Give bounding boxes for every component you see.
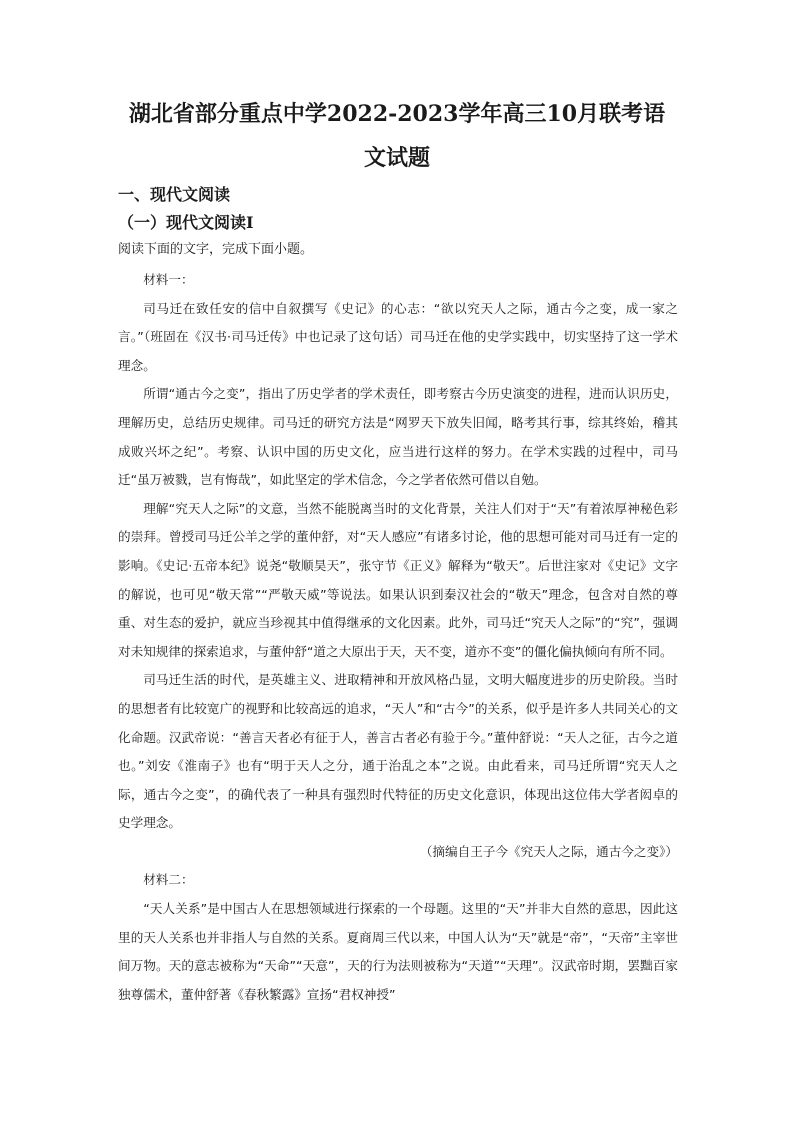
subsection-heading: （一）现代文阅读Ⅰ	[118, 213, 254, 232]
material-one-paragraph: 理解“究天人之际”的文意，当然不能脱离当时的文化背景，关注人们对于“天”有着浓厚神秘色彩的崇拜。曾授司马迁公羊之学的董仲舒，对“天人感应”有诸多讨论，他的思想可能对司马迁有一定的影响。《史记·五帝本纪》说尧“敬顺昊天”，张守节《正义》解释为“敬天”。后世注家对《史记》文字的解说，也可见“敬天常”“严敬天威”等说法。如果认识到秦汉社会的“敬天”理念，包含对自然的尊重、对生态的爱护，就应当珍视其中值得继承的文化因素。此外，司马迁“究天人之际”的“究”，强调对未知规律的探索追求，与董仲舒“道之大原出于天，天不变，道亦不变”的僵化偏执倾向有所不同。	[118, 500, 678, 659]
instruction-text: 阅读下面的文字，完成下面小题。	[118, 242, 314, 257]
material-one-paragraph: 司马迁在致任安的信中自叙撰写《史记》的心志：“欲以究天人之际，通古今之变，成一家之言。”（班固在《汉书·司马迁传》中也记录了这句话）司马迁在他的史学实践中，切实坚持了这一学术理念。	[118, 300, 678, 373]
section-heading: 一、现代文阅读	[118, 185, 231, 204]
material-one-paragraph: 所谓“通古今之变”，指出了历史学者的学术责任，即考察古今历史演变的进程，进而认识历史，理解历史，总结历史规律。司马迁的研究方法是“网罗天下放失旧闻，略考其行事，综其终始，稽其成败兴坏之纪”。考察、认识中国的历史文化，应当进行这样的努力。在学术实践的过程中，司马迁“虽万被戮，岂有悔哉”，如此坚定的学术信念，今之学者依然可借以自勉。	[118, 386, 678, 488]
material-one-source: （摘编自王子今《究天人之际，通古今之变》）	[419, 843, 678, 859]
material-one-label: 材料一：	[143, 272, 194, 287]
material-one-paragraph: 司马迁生活的时代，是英雄主义、进取精神和开放风格凸显，文明大幅度进步的历史阶段。当时的思想者有比较宽广的视野和比较高远的追求，“天人”和“古今”的关系，似乎是许多人共同关心的文化命题。汉武帝说：“善言天者必有征于人，善言古者必有验于今。”董仲舒说：“天人之征，古今之道也。”刘安《淮南子》也有“明于天人之分，通于治乱之本”之说。由此看来，司马迁所谓“究天人之际，通古今之变”，的确代表了一种具有强烈时代特征的历史文化意识，体现出这位伟大学者闳卓的史学理念。	[118, 672, 678, 831]
material-two-paragraph: “天人关系”是中国古人在思想领域进行探索的一个母题。这里的“天”并非大自然的意思，因此这里的天人关系也并非指人与自然的关系。夏商周三代以来，中国人认为“天”就是“帝”，“天帝”主宰世间万物。天的意志被称为“天命”“天意”，天的行为法则被称为“天道”“天理”。汉武帝时期，罢黜百家独尊儒术，董仲舒著《春秋繁露》宣扬“君权神授”	[118, 901, 678, 1002]
reading-passage	[118, 266, 678, 1009]
document-title: 湖北省部分重点中学2022-2023学年高三10月联考语文试题	[128, 101, 666, 171]
material-two-label: 材料二：	[143, 872, 194, 888]
